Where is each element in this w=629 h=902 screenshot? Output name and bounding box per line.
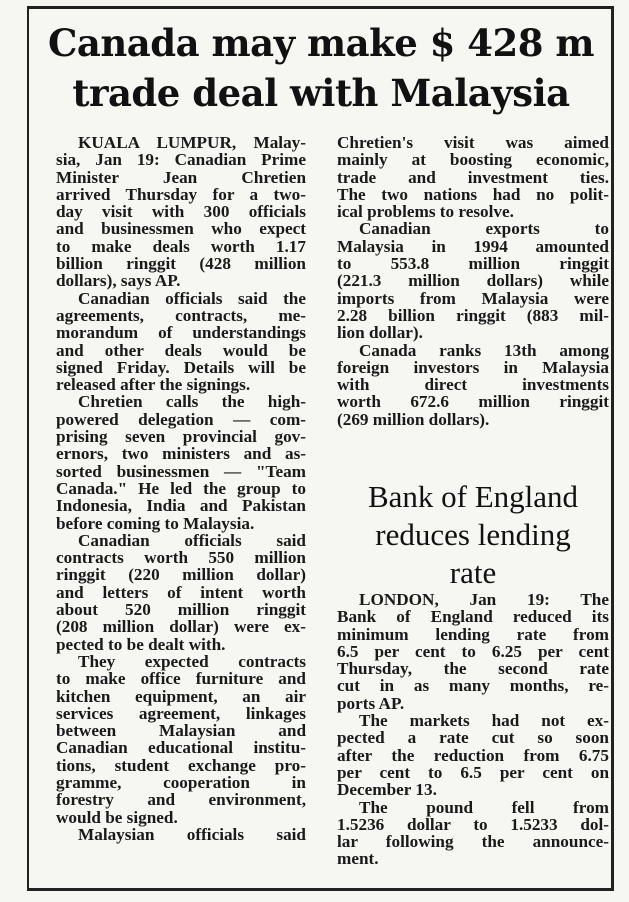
text-line: signed Friday. Details will be bbox=[56, 357, 306, 377]
text-line: December 13. bbox=[337, 780, 437, 800]
text-line: arrived Thursday for a two- bbox=[56, 184, 306, 204]
text-line: would be signed. bbox=[56, 807, 178, 827]
text-line: Malaysian officials said bbox=[78, 824, 306, 844]
text-line: and businessmen who expect bbox=[56, 219, 306, 239]
text-line: contracts worth 550 million bbox=[56, 548, 306, 568]
text-line: between Malaysian and bbox=[56, 721, 306, 741]
text-line: worth 672.6 million ringgit bbox=[337, 392, 609, 412]
text-line: The markets had not ex- bbox=[359, 711, 609, 731]
brief-column bbox=[337, 591, 609, 868]
border-top-rule bbox=[27, 6, 614, 9]
text-line: ical problems to resolve. bbox=[337, 202, 514, 222]
text-line: kitchen equipment, an air bbox=[56, 686, 306, 706]
text-line: about 520 million ringgit bbox=[56, 600, 306, 620]
text-line: LONDON, Jan 19: The bbox=[359, 590, 609, 609]
text-line: released after the signings. bbox=[56, 375, 251, 395]
brief-headline bbox=[337, 478, 609, 592]
text-line: to make office furniture and bbox=[56, 669, 306, 689]
text-line: imports from Malaysia were bbox=[337, 288, 609, 308]
text-line: before coming to Malaysia. bbox=[56, 513, 255, 533]
text-line: Minister Jean Chretien bbox=[56, 167, 306, 187]
text-line: Chretien's visit was aimed bbox=[337, 133, 609, 152]
text-line: minimum lending rate from bbox=[337, 624, 609, 644]
text-line: prising seven provincial gov- bbox=[56, 427, 306, 447]
text-line: lion dollar). bbox=[337, 323, 423, 343]
text-line: ernors, two ministers and as- bbox=[56, 444, 306, 464]
text-line: cut in as many months, re- bbox=[337, 676, 609, 696]
text-line: with direct investments bbox=[337, 375, 609, 395]
text-line: billion ringgit (428 million bbox=[56, 254, 306, 274]
text-line: Canadian educational institu- bbox=[56, 738, 306, 758]
text-line: (208 million dollar) were ex- bbox=[56, 617, 306, 637]
brief-headline-line-3: rate bbox=[449, 555, 497, 590]
text-line: to 553.8 million ringgit bbox=[337, 254, 609, 274]
brief-headline-line-1: Bank of England bbox=[367, 479, 579, 514]
article-column-left bbox=[56, 134, 306, 843]
text-line: KUALA LUMPUR, Malay- bbox=[78, 133, 306, 152]
brief-headline-line-2: reduces lending bbox=[375, 517, 571, 552]
text-line: 6.5 per cent to 6.25 per cent bbox=[337, 641, 609, 661]
text-line: foreign investors in Malaysia bbox=[337, 357, 609, 377]
text-line: ringgit (220 million dollar) bbox=[56, 565, 306, 585]
text-line: pected a rate cut so soon bbox=[337, 728, 609, 748]
text-line: Canadian exports to bbox=[359, 219, 609, 239]
text-line: tions, student exchange pro- bbox=[56, 755, 306, 775]
text-line: morandum of understandings bbox=[56, 323, 306, 343]
border-left-rule bbox=[27, 6, 29, 890]
text-line: agreements, contracts, me- bbox=[56, 305, 306, 325]
text-line: Bank of England reduced its bbox=[337, 607, 609, 627]
text-line: The two nations had no polit- bbox=[337, 184, 609, 204]
text-line: lar following the announce- bbox=[337, 832, 609, 852]
text-line: They expected contracts bbox=[78, 651, 306, 671]
text-line: (221.3 million dollars) while bbox=[337, 271, 609, 291]
text-line: trade and investment ties. bbox=[337, 167, 609, 187]
headline-line-1: Canada may make $ 428 m bbox=[47, 21, 595, 65]
text-line: ment. bbox=[337, 849, 379, 869]
text-line: Chretien calls the high- bbox=[78, 392, 306, 412]
text-line: The pound fell from bbox=[359, 797, 609, 817]
text-line: day visit with 300 officials bbox=[56, 202, 306, 222]
text-line: Canada." He led the group to bbox=[56, 478, 306, 498]
border-right-rule bbox=[611, 6, 614, 890]
text-line: and other deals would be bbox=[56, 340, 306, 360]
text-line: 1.5236 dollar to 1.5233 dol- bbox=[337, 814, 609, 834]
text-line: forestry and environment, bbox=[56, 790, 306, 810]
text-line: and letters of intent worth bbox=[56, 582, 306, 602]
text-line: Canadian officials said bbox=[78, 530, 306, 550]
text-line: sorted businessmen — "Team bbox=[56, 461, 306, 481]
text-line: services agreement, linkages bbox=[56, 703, 306, 723]
text-line: (269 million dollars). bbox=[337, 409, 490, 429]
text-line: Canada ranks 13th among bbox=[359, 340, 609, 360]
headline-line-2: trade deal with Malaysia bbox=[72, 71, 570, 115]
text-line: Canadian officials said the bbox=[78, 288, 306, 308]
article-headline bbox=[34, 18, 608, 118]
text-line: to make deals worth 1.17 bbox=[56, 236, 306, 256]
text-line: mainly at boosting economic, bbox=[337, 150, 609, 170]
text-line: 2.28 billion ringgit (883 mil- bbox=[337, 305, 609, 325]
text-line: sia, Jan 19: Canadian Prime bbox=[56, 150, 306, 170]
text-line: per cent to 6.5 per cent on bbox=[337, 762, 609, 782]
text-line: after the reduction from 6.75 bbox=[337, 745, 609, 765]
text-line: ports AP. bbox=[337, 693, 405, 713]
text-line: pected to be dealt with. bbox=[56, 634, 226, 654]
text-line: gramme, cooperation in bbox=[56, 772, 306, 792]
text-line: powered delegation — com- bbox=[56, 409, 306, 429]
text-line: Indonesia, India and Pakistan bbox=[56, 496, 306, 516]
text-line: dollars), says AP. bbox=[56, 271, 181, 291]
border-bottom-rule bbox=[27, 888, 614, 891]
text-line: Thursday, the second rate bbox=[337, 659, 609, 679]
text-line: Malaysia in 1994 amounted bbox=[337, 236, 609, 256]
article-column-right bbox=[337, 134, 609, 428]
